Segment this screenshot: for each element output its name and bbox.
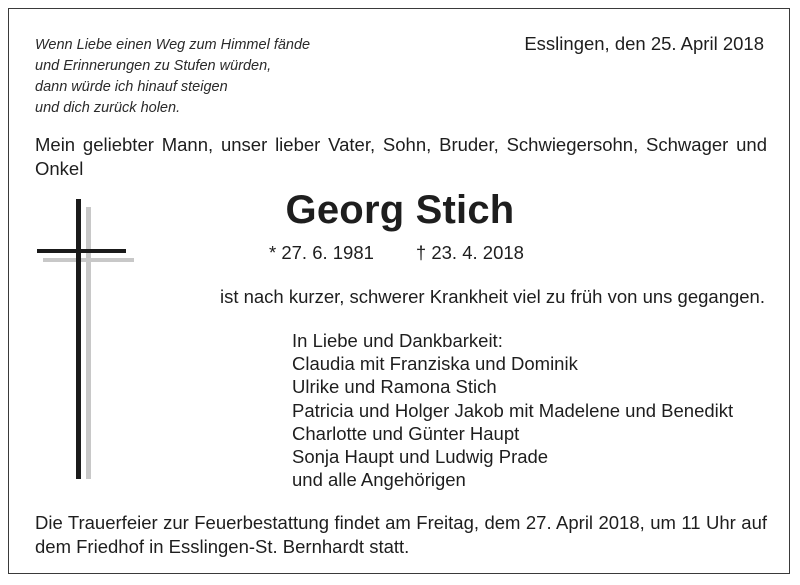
mourner-line: Ulrike und Ramona Stich	[292, 376, 497, 398]
passed-text: ist nach kurzer, schwerer Krankheit viel zu früh von uns gegangen.	[219, 286, 765, 307]
mourner-line: Claudia mit Franziska und Dominik	[292, 353, 578, 375]
life-dates	[269, 242, 524, 264]
intro-text: Mein geliebter Mann, unser lieber Vater, Sohn, Bruder, Schwiegersohn, Schwager und Onkel	[35, 134, 767, 179]
poem-line: Wenn Liebe einen Weg zum Himmel fände	[35, 37, 311, 53]
deceased-name: Georg Stich	[285, 188, 515, 232]
cross-shadow-vertical	[86, 207, 91, 479]
place-date: Esslingen, den 25. April 2018	[524, 33, 764, 54]
funeral-info: Die Trauerfeier zur Feuerbestattung findet am Freitag, dem 27. April 2018, um 11 Uhr auf dem Friedhof in Esslingen-St. Bernhardt statt.	[35, 512, 767, 557]
death-date: † 23. 4. 2018	[415, 242, 524, 263]
poem-line: und dich zurück holen.	[35, 100, 181, 116]
cross-icon	[35, 195, 140, 485]
mourner-line: Charlotte und Günter Haupt	[292, 422, 520, 444]
birth-date: * 27. 6. 1981	[269, 242, 374, 263]
poem-line: und Erinnerungen zu Stufen würden,	[35, 58, 272, 74]
mourner-line: und alle Angehörigen	[292, 469, 466, 491]
mourner-line: Patricia und Holger Jakob mit Madelene und Benedikt	[292, 399, 734, 421]
mourners-list	[292, 329, 733, 491]
poem-line: dann würde ich hinauf steigen	[35, 79, 228, 95]
cross-vertical	[76, 199, 81, 479]
poem	[35, 35, 310, 119]
mourners-heading: In Liebe und Dankbarkeit:	[292, 330, 503, 351]
mourner-line: Sonja Haupt und Ludwig Prade	[292, 446, 549, 468]
cross-horizontal	[37, 249, 126, 253]
cross-shadow-horizontal	[43, 258, 134, 262]
